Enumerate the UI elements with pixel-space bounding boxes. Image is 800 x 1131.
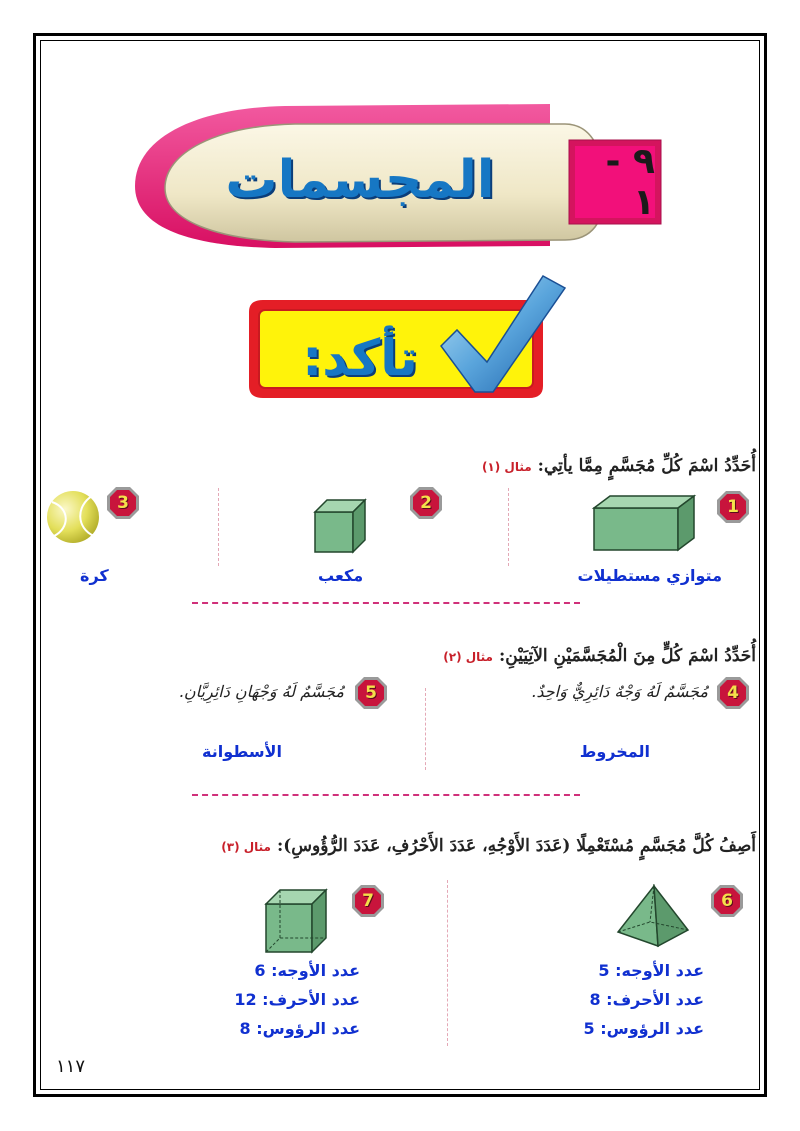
item-number-badge: 2 xyxy=(409,486,443,520)
page-number: ١١٧ xyxy=(56,1056,86,1077)
item-number-badge: 7 xyxy=(351,884,385,918)
section2-question-text: أُحَدِّدُ اسْمَ كُلٍّ مِنَ الْمُجَسَّمَيْنِ الآتِيَيْنِ: xyxy=(498,646,756,666)
answer-label: مكعب xyxy=(318,566,364,585)
divider xyxy=(447,880,448,1046)
edges-count: عدد الأحرف: 12 xyxy=(234,990,360,1009)
tennis-ball-figure xyxy=(44,488,102,546)
page-title: المجسمات xyxy=(225,150,495,210)
item-number-badge: 4 xyxy=(716,676,750,710)
section-separator xyxy=(192,794,580,796)
section1-question xyxy=(482,456,756,476)
item-number-badge: 6 xyxy=(710,884,744,918)
vertices-count: عدد الرؤوس: 5 xyxy=(583,1019,704,1038)
section2-example-ref: مثال (٢) xyxy=(443,650,493,664)
square-pyramid-figure xyxy=(614,884,692,950)
check-heading: تأكد: xyxy=(302,329,418,387)
section2-question xyxy=(443,646,756,666)
section3-question-text: أَصِفُ كُلَّ مُجَسَّمٍ مُسْتَعْمِلًا (عَدَدَ الأَوْجُهِ، عَدَدَ الأَحْرُفِ، عَدَدَ الرُّؤُوسِ): xyxy=(276,836,756,856)
section3-question xyxy=(221,836,756,856)
faces-count: عدد الأوجه: 6 xyxy=(254,961,360,980)
divider xyxy=(218,488,219,566)
divider xyxy=(425,688,426,770)
answer-label: كرة xyxy=(80,566,109,585)
lesson-number: ٩ - ١ xyxy=(605,141,655,223)
section1-example-ref: مثال (١) xyxy=(481,460,532,474)
solid-description xyxy=(234,956,360,1043)
section-separator xyxy=(192,602,580,604)
faces-count: عدد الأوجه: 5 xyxy=(598,961,704,980)
item-number-badge: 1 xyxy=(716,490,750,524)
cube-figure xyxy=(264,888,330,954)
section3-example-ref: مثال (٣) xyxy=(221,840,271,854)
answer-label: متوازي مستطيلات xyxy=(577,566,722,585)
solid-description xyxy=(584,956,704,1043)
section1-question-text: أُحَدِّدُ اسْمَ كُلِّ مُجَسَّمٍ مِمَّا يأتِي: xyxy=(537,456,756,476)
item-number-badge: 3 xyxy=(106,486,140,520)
item-description: مُجَسَّمٌ لَهُ وَجْهَانِ دَائِرِيَّانِ. xyxy=(178,682,344,701)
answer-label: المخروط xyxy=(579,742,650,761)
rectangular-prism-figure xyxy=(590,494,700,554)
answer-label: الأسطوانة xyxy=(202,742,282,761)
edges-count: عدد الأحرف: 8 xyxy=(589,990,704,1009)
cube-figure xyxy=(313,498,369,554)
item-number-badge: 5 xyxy=(354,676,388,710)
divider xyxy=(508,488,509,566)
item-description: مُجَسَّمٌ لَهُ وَجْهٌ دَائِرِيٌّ وَاحِدٌ. xyxy=(531,682,708,701)
vertices-count: عدد الرؤوس: 8 xyxy=(239,1019,360,1038)
